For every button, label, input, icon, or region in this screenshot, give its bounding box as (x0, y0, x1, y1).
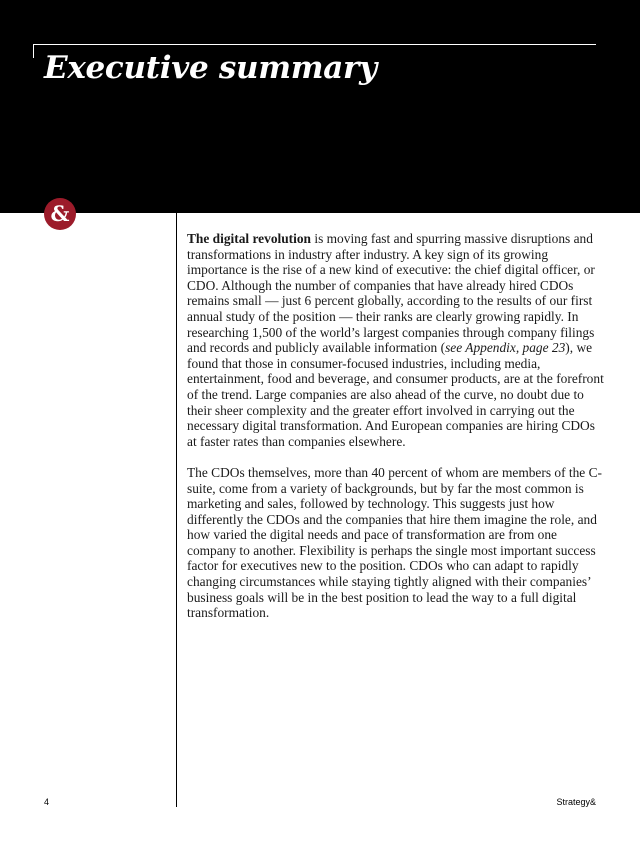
paragraph-1-text-a: is moving fast and spurring massive disruptions and transformations in industry after industry. A key sign of its growing importance is the rise of a new kind of executive: the chief digital officer, or CDO. Although the number of companies that have already hired CDOs remains small — just 6 percent globally, according to the results of our first annual study of the position — their ranks are clearly growing rapidly. In researching 1,500 of the world’s largest companies through company filings and records and publicly available information ( (187, 231, 595, 356)
paragraph-1-text-b: ), we found that those in consumer-focused industries, including media, entertainment, food and beverage, and consumer products, are at the forefront of the trend. Large companies are also ahead of the curve, no doubt due to their sheer complexity and the greater effort involved in carrying out the necessary digital transformation. And European companies are hiring CDOs at faster rates than companies elsewhere. (187, 340, 604, 449)
footer-brand: Strategy& (556, 797, 596, 807)
ampersand-icon: & (44, 198, 76, 230)
lead-phrase: The digital revolution (187, 231, 312, 246)
appendix-reference: see Appendix, page 23 (445, 340, 566, 356)
header-rule-tick (33, 44, 34, 58)
page-title: Executive summary (44, 50, 377, 86)
header-band (0, 0, 640, 213)
page-number: 4 (44, 797, 50, 807)
column-divider (176, 213, 177, 807)
header-rule (33, 44, 596, 45)
paragraph-1 (187, 231, 607, 449)
body-text (187, 231, 607, 636)
paragraph-2: The CDOs themselves, more than 40 percent of whom are members of the C-suite, come from a variety of backgrounds, but by far the most common is marketing and sales, followed by technology. This suggests just how differently the CDOs and the companies that hire them imagine the role, and how varied the digital needs and pace of transformation are from one company to another. Flexibility is perhaps the single most important success factor for executives new to the position. CDOs who can adapt to rapidly changing circumstances while staying tightly aligned with their companies’ business goals will be in the best position to lead the way to a full digital transformation. (187, 464, 602, 621)
